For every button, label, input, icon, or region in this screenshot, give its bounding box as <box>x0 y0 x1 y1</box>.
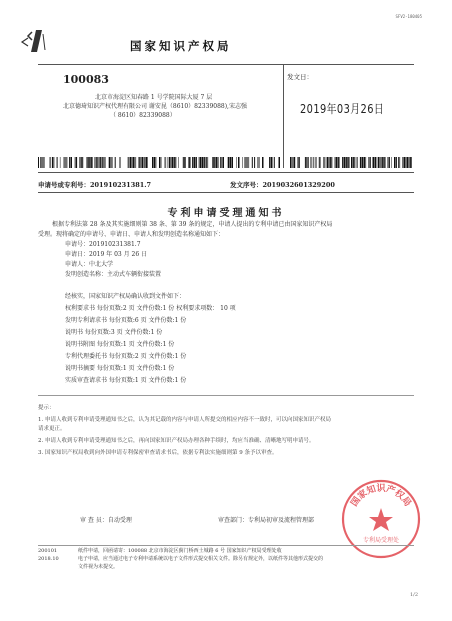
application-number-label: 申请号或专利号： <box>38 181 90 189</box>
footer-line-3: 文件视为未提交。 <box>78 564 119 570</box>
page-number: 1/2 <box>409 592 418 598</box>
received-item: 说明书 每份页数:3 页 文件份数:1 份 <box>65 329 163 336</box>
received-item: 发明专利请求书 每份页数:6 页 文件份数:1 份 <box>65 317 187 324</box>
review-department: 审查部门：专利局初审及流程管理部 <box>218 517 315 524</box>
address-line-3: （ 8610）82339088） <box>110 112 176 119</box>
examiner: 审 查 员：自动受理 <box>80 517 132 524</box>
note-item: 1. 申请人收到专利申请受理通知书之后，认为其记载的内容与申请人所提交的相应内容不一致时，可以向国家知识产权局 <box>38 417 331 423</box>
barcode-left <box>38 157 148 168</box>
note-item: 3. 国家知识产权局收到向外国申请专利保密审查请求书后，依据专利法实施细则第 9 条予以审查。 <box>38 450 278 456</box>
column-divider <box>283 64 284 168</box>
form-code: SFV2-180405 <box>395 14 422 19</box>
footer-code-2: 2018.10 <box>38 556 59 562</box>
document-number-line <box>230 180 335 189</box>
received-item: 专利代理委托书 每份页数:2 页 文件份数:1 份 <box>65 353 187 360</box>
intro-line-2: 受理。现将确定的申请号、申请日、申请人和发明创造名称通知如下： <box>38 231 225 238</box>
document-number: 2019032601329200 <box>262 181 335 189</box>
note-item: 请求更正。 <box>38 426 66 432</box>
document-title: 专利申请受理通知书 <box>167 208 285 219</box>
notes-divider <box>38 395 414 396</box>
header-divider <box>38 64 414 65</box>
intro-line-1: 根据专利法第 28 条及其实施细则第 38 条、第 39 条的规定，申请人提出的专利申请已由国家知识产权局 <box>52 221 333 228</box>
document-number-label: 发文序号： <box>230 181 263 189</box>
field-application-number: 申请号：201910231381.7 <box>65 241 141 248</box>
note-item: 2. 申请人收到专利申请受理通知书之后，再向国家知识产权局办理各种手续时，均应当准确、清晰地写明申请号。 <box>38 438 315 444</box>
notes-heading: 提示： <box>38 405 55 411</box>
footer-code-1: 200101 <box>38 548 58 554</box>
official-seal <box>340 478 422 560</box>
cnipa-logo-icon <box>18 28 48 54</box>
notes-section <box>38 404 414 458</box>
address-line-1: 北京市海淀区知春路 1 号学院国际大厦 7 层 <box>95 94 213 101</box>
field-application-date: 申请日：2019 年 03 月 26 日 <box>65 251 148 258</box>
postal-code: 100083 <box>63 73 109 86</box>
footer-divider <box>38 545 414 546</box>
received-heading: 经核实，国家知识产权局确认收到文件如下： <box>65 293 186 300</box>
received-item: 说明书摘要 每份页数:1 页 文件份数:1 份 <box>65 365 175 372</box>
send-date-label: 发文日： <box>287 73 313 81</box>
svg-text:国家知识产权局: 国家知识产权局 <box>349 484 413 509</box>
received-item: 说明书附图 每份页数:1 页 文件份数:1 份 <box>65 341 175 348</box>
send-date: 2019年03月26日 <box>300 102 385 116</box>
id-divider <box>38 192 414 193</box>
received-item: 实质审查请求书 每份页数:1 页 文件份数:1 份 <box>65 377 187 384</box>
barcode-divider <box>38 172 414 173</box>
field-applicant: 申请人：中北大学 <box>65 261 114 268</box>
office-name: 国家知识产权局 <box>130 39 232 53</box>
field-invention-title: 发明创造名称：主动式车辆衔接装置 <box>65 271 162 278</box>
svg-text:专利局受理处: 专利局受理处 <box>362 537 400 544</box>
application-number-line <box>38 180 151 189</box>
received-item: 权利要求书 每份页数:2 页 文件份数:1 份 权利要求项数： 10 项 <box>65 305 236 312</box>
application-number: 201910231381.7 <box>90 181 152 189</box>
barcode-right <box>290 157 412 168</box>
footer-line-2: 电子申请，应当通过电子专利申请系统以电子文件形式提交相关文件。除另有规定外，以纸件等其他形式提交的 <box>78 556 324 562</box>
footer-line-1: 纸件申请，回函请寄：100088 北京市海淀区蓟门桥西土城路 6 号 国家知识产权局受理处收 <box>78 548 282 554</box>
address-line-2: 北京德琦知识产权代理有限公司 谢安昆（8610）82339088),宋志强 <box>63 103 247 110</box>
barcode-mid <box>152 157 280 168</box>
